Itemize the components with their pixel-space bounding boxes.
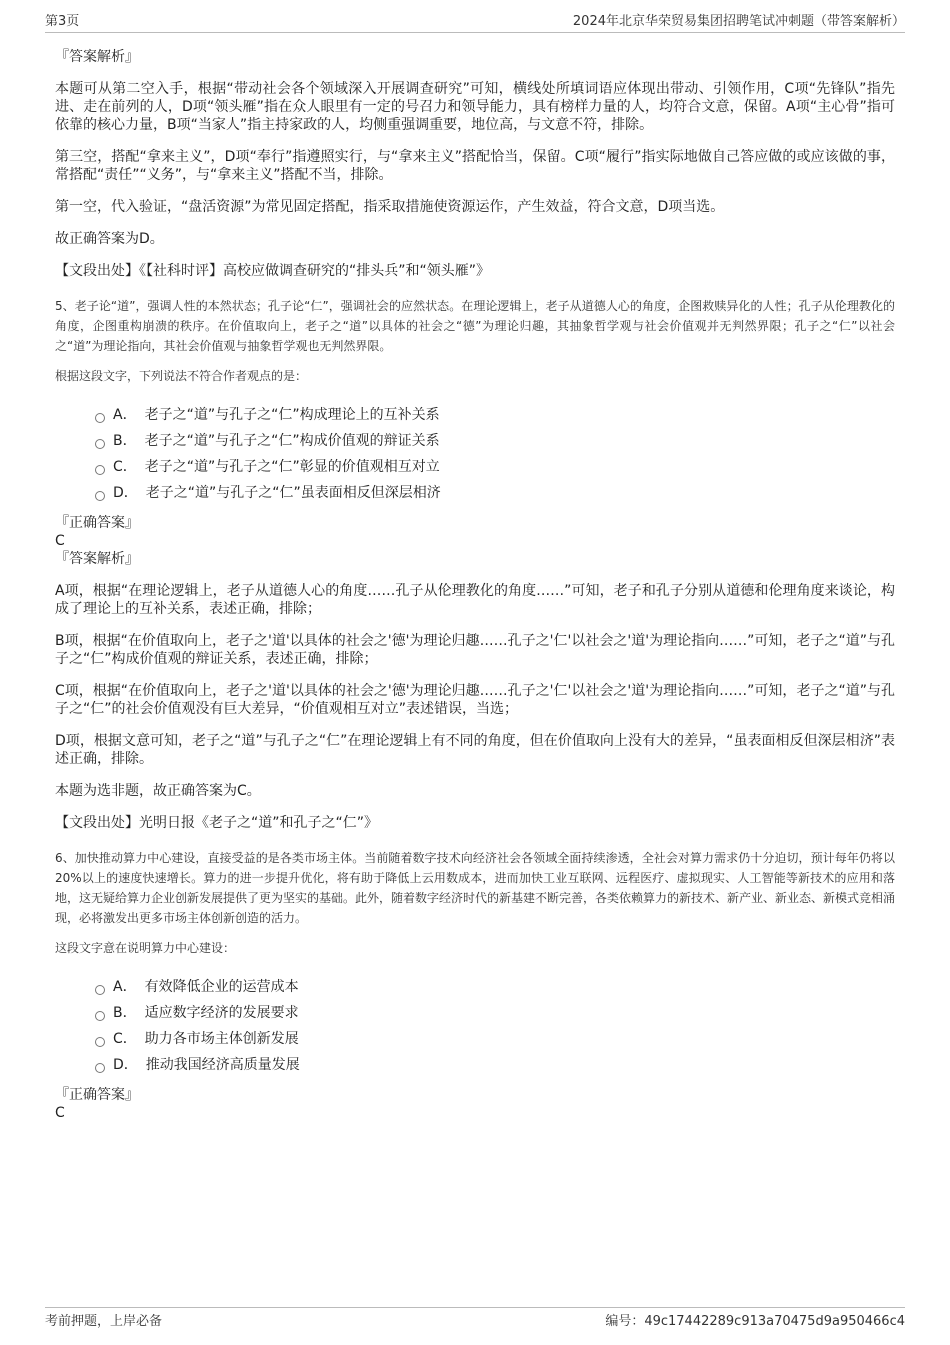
q6-option-c[interactable]: C． 助力各市场主体创新发展 xyxy=(95,1026,895,1052)
q6-options xyxy=(55,974,895,1078)
q5-analysis-label: 『答案解析』 xyxy=(55,551,139,567)
page-footer xyxy=(45,1307,905,1329)
footer-serial-number: 编号：49c17442289c913a70475d9a950466c4 xyxy=(605,1314,905,1329)
q5-options xyxy=(55,402,895,506)
q5-option-d[interactable]: D． 老子之“道”与孔子之“仁”虽表面相反但深层相济 xyxy=(95,480,895,506)
q4-source: 【文段出处】《【社科时评】高校应做调查研究的“排头兵”和“领头雁”》 xyxy=(55,263,491,279)
q5-prompt: 根据这段文字，下列说法不符合作者观点的是： xyxy=(55,369,308,383)
q4-analysis-para-1: 本题可从第二空入手，根据“带动社会各个领域深入开展调查研究”可知，横线处所填词语应体现出带动、引领作用，C项“先锋队”指先进、走在前列的人，D项“领头雁”指在众人眼里有一定的号召力和领导能力，具有榜样力量的人，均符合文意，保留。A项“主心骨”指可依靠的核心力量，B项“当家人”指主持家政的人，均侧重强调重要，地位高，与文意不符，排除。 xyxy=(55,81,895,133)
q4-analysis-para-4: 故正确答案为D。 xyxy=(55,231,164,247)
q5-analysis-para-d: D项，根据文意可知，老子之“道”与孔子之“仁”在理论逻辑上有不同的角度，但在价值取向上没有大的差异，“虽表面相反但深层相济”表述正确，排除。 xyxy=(55,733,895,767)
q5-option-c[interactable]: C． 老子之“道”与孔子之“仁”彰显的价值观相互对立 xyxy=(95,454,895,480)
radio-icon[interactable] xyxy=(95,985,105,995)
q5-option-b[interactable]: B． 老子之“道”与孔子之“仁”构成价值观的辩证关系 xyxy=(95,428,895,454)
q5-option-a[interactable]: A． 老子之“道”与孔子之“仁”构成理论上的互补关系 xyxy=(95,402,895,428)
radio-icon[interactable] xyxy=(95,491,105,501)
radio-icon[interactable] xyxy=(95,465,105,475)
page-number: 第3页 xyxy=(45,14,80,29)
q4-analysis-para-3: 第一空，代入验证，“盘活资源”为常见固定搭配，指采取措施使资源运作，产生效益，符合文意，D项当选。 xyxy=(55,199,725,215)
radio-icon[interactable] xyxy=(95,1011,105,1021)
q5-analysis-conclusion: 本题为选非题，故正确答案为C。 xyxy=(55,783,261,799)
q5-analysis-para-b: B项，根据“在价值取向上，老子之'道'以具体的社会之'德'为理论归趣……孔子之'仁'以社会之'道'为理论指向……”可知，老子之“道”与孔子之“仁”构成价值观的辩证关系，表述正确，排除； xyxy=(55,633,895,667)
q6-prompt: 这段文字意在说明算力中心建设： xyxy=(55,941,236,955)
q5-analysis-para-c: C项，根据“在价值取向上，老子之'道'以具体的社会之'德'为理论归趣……孔子之'仁'以社会之'道'为理论指向……”可知，老子之“道”与孔子之“仁”的社会价值观没有巨大差异，“价值观相互对立”表述错误，当选； xyxy=(55,683,895,717)
q6-answer: C xyxy=(55,1105,65,1121)
q6-option-a[interactable]: A． 有效降低企业的运营成本 xyxy=(95,974,895,1000)
q5-answer-label: 『正确答案』 xyxy=(55,515,139,531)
radio-icon[interactable] xyxy=(95,439,105,449)
radio-icon[interactable] xyxy=(95,1037,105,1047)
q5-stem: 5、老子论“道”，强调人性的本然状态；孔子论“仁”，强调社会的应然状态。在理论逻辑上，老子从道德人心的角度，企图救赎异化的人性；孔子从伦理教化的角度，企图重构崩溃的秩序。在价值取向上，老子之“道”以具体的社会之“德”为理论归趣，其抽象哲学观与社会价值观并无判然界限；孔子之“仁”以社会之“道”为理论指向，其社会价值观与抽象哲学观也无判然界限。 xyxy=(55,299,895,353)
q6-stem: 6、加快推动算力中心建设，直接受益的是各类市场主体。当前随着数字技术向经济社会各领域全面持续渗透，全社会对算力需求仍十分迫切，预计每年仍将以20%以上的速度快速增长。算力的进一步提升优化，将有助于降低上云用数成本，进而加快工业互联网、远程医疗、虚拟现实、人工智能等新技术的应用和落地，这无疑给算力企业创新发展提供了更为坚实的基础。此外，随着数字经济时代的新基建不断完善，各类依赖算力的新技术、新产业、新业态、新模式竞相涌现，必将激发出更多市场主体创新创造的活力。 xyxy=(55,851,896,925)
q5-answer: C xyxy=(55,533,65,549)
q5-analysis-para-a: A项，根据“在理论逻辑上，老子从道德人心的角度……孔子从伦理教化的角度……”可知，老子和孔子分别从道德和伦理角度来谈论，构成了理论上的互补关系，表述正确，排除； xyxy=(55,583,895,617)
page-header xyxy=(45,14,905,33)
radio-icon[interactable] xyxy=(95,1063,105,1073)
footer-slogan: 考前押题，上岸必备 xyxy=(45,1314,163,1329)
radio-icon[interactable] xyxy=(95,413,105,423)
q5-source: 【文段出处】光明日报《老子之“道”和孔子之“仁”》 xyxy=(55,815,379,831)
q6-answer-label: 『正确答案』 xyxy=(55,1087,139,1103)
q4-analysis-label: 『答案解析』 xyxy=(55,49,139,65)
q4-analysis-para-2: 第三空，搭配“拿来主义”，D项“奉行”指遵照实行，与“拿来主义”搭配恰当，保留。C项“履行”指实际地做自己答应做的或应该做的事，常搭配“责任”“义务”，与“拿来主义”搭配不当，排除。 xyxy=(55,149,895,183)
page-content xyxy=(55,48,895,1122)
q6-option-b[interactable]: B． 适应数字经济的发展要求 xyxy=(95,1000,895,1026)
q6-option-d[interactable]: D． 推动我国经济高质量发展 xyxy=(95,1052,895,1078)
document-title: 2024年北京华荣贸易集团招聘笔试冲刺题（带答案解析） xyxy=(572,14,905,29)
